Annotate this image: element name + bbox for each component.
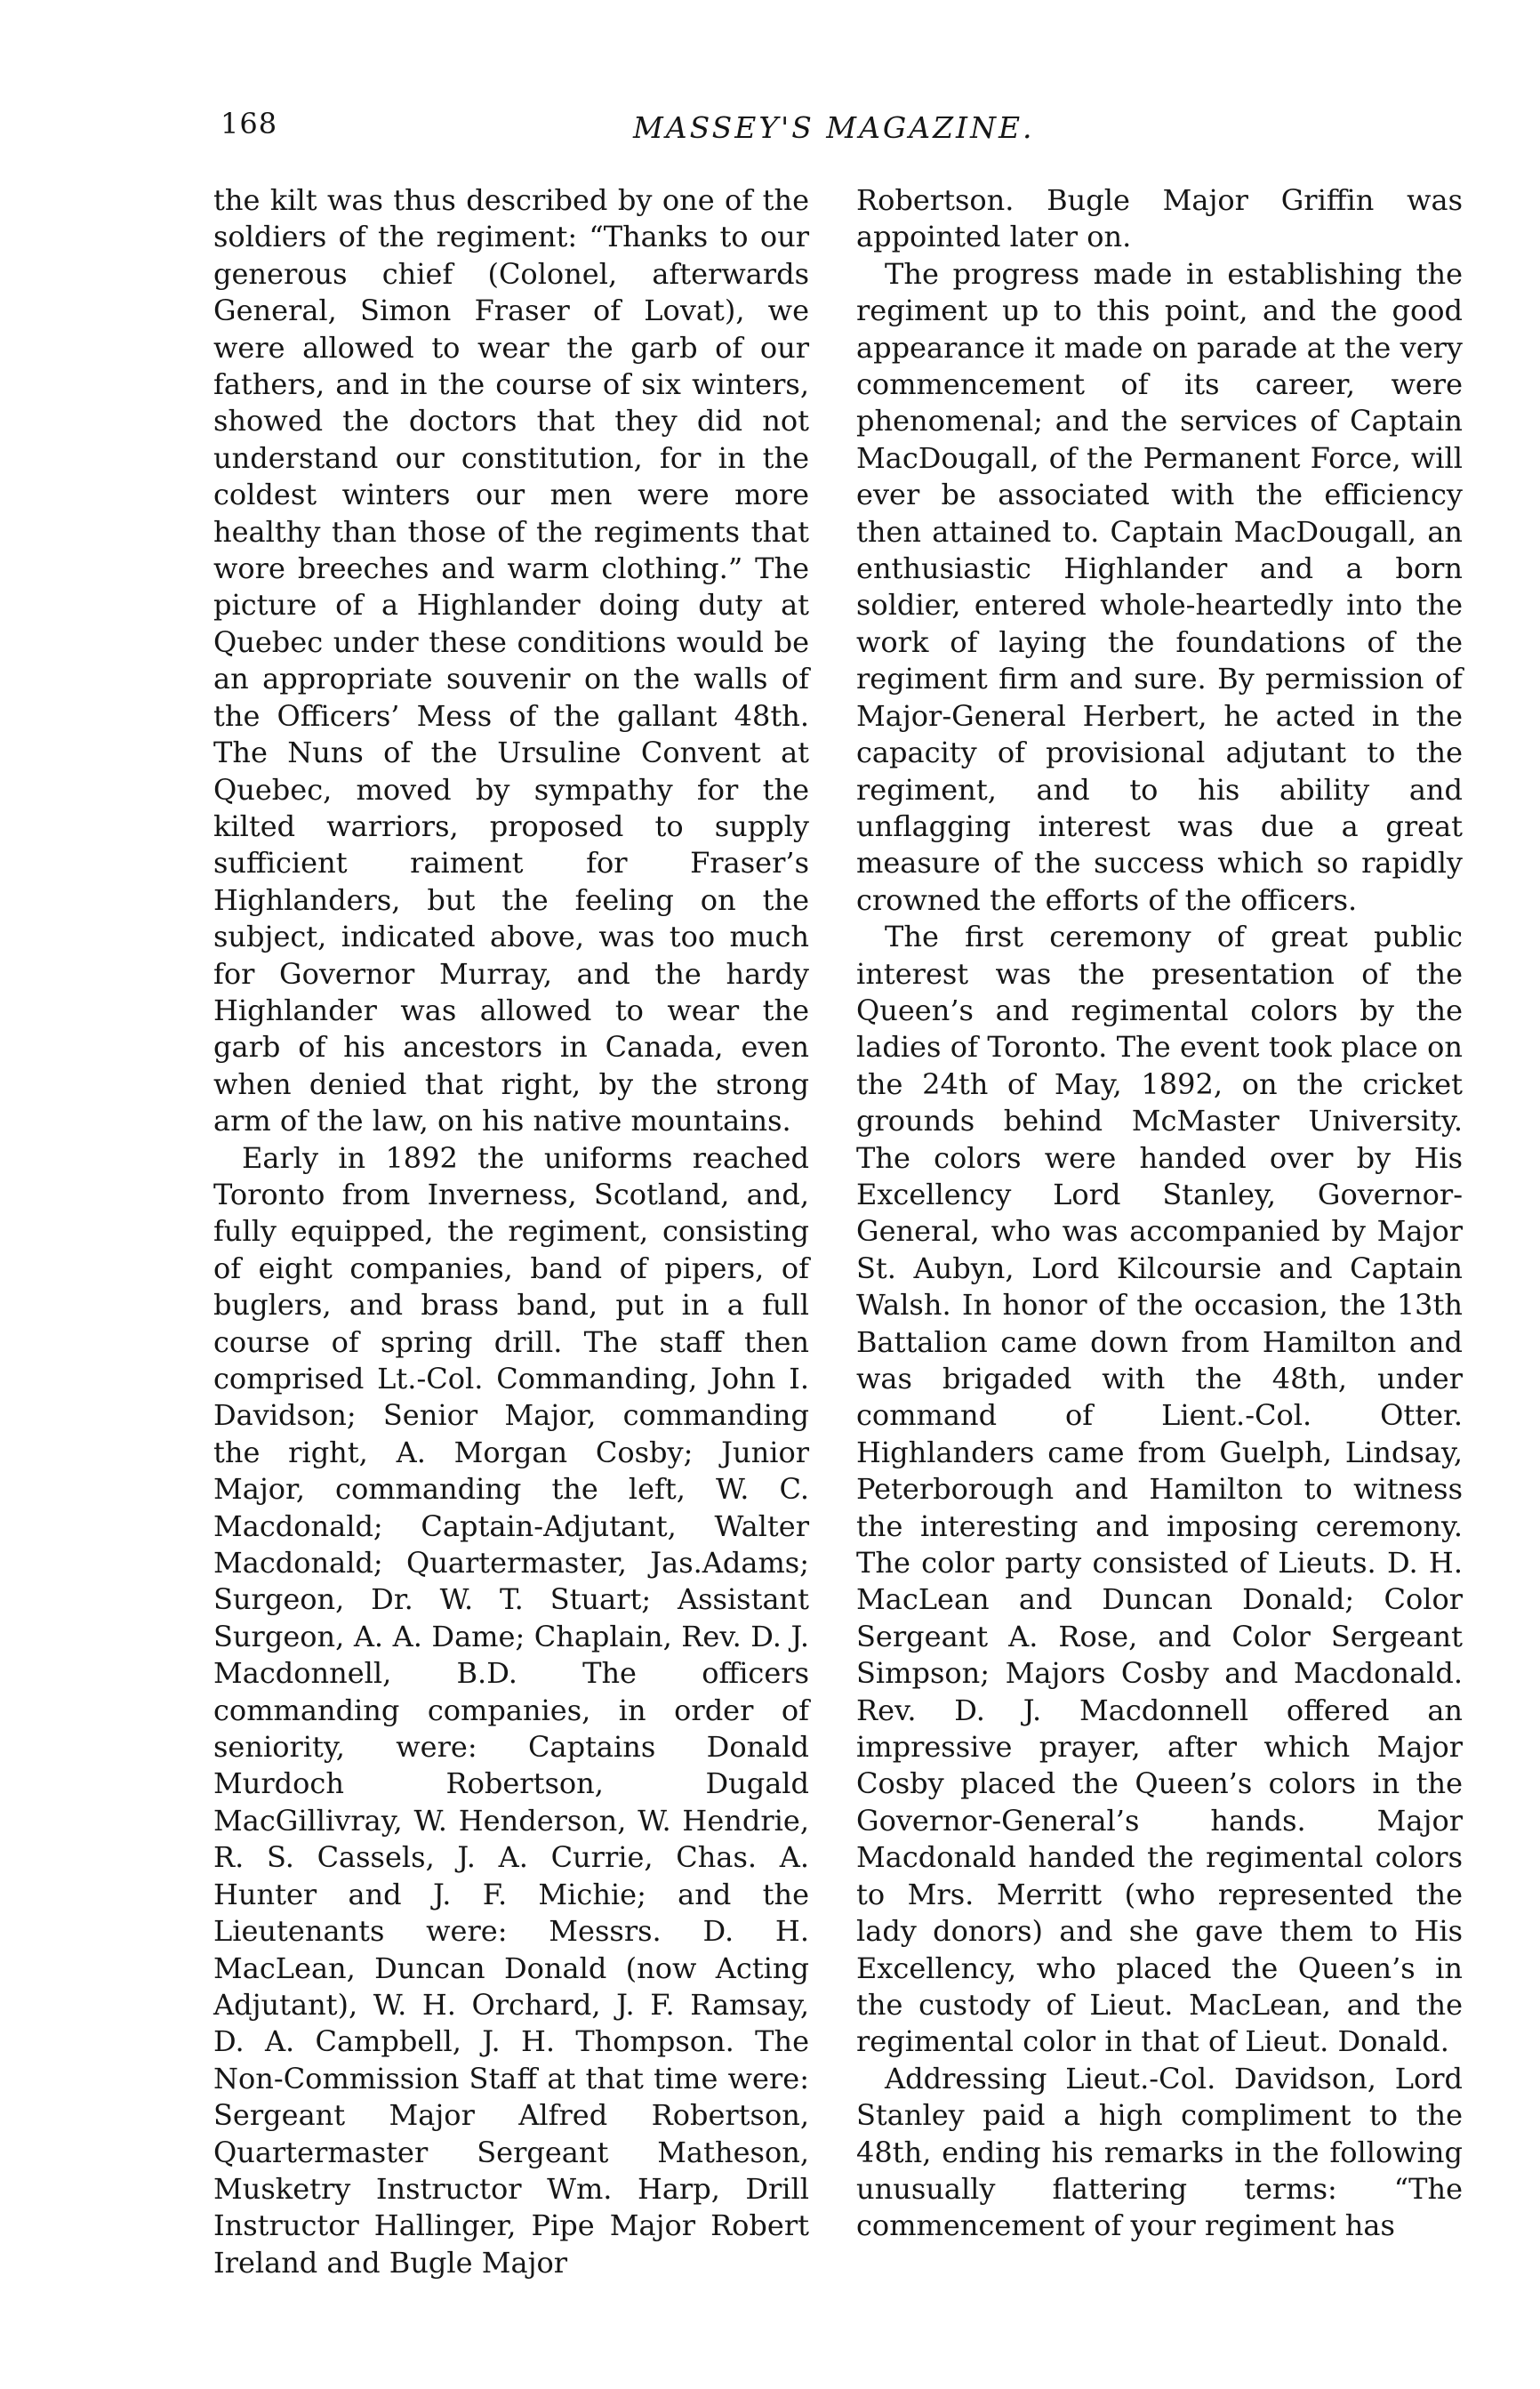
paragraph: Robertson. Bugle Major Griffin was appointed later on. <box>856 183 1463 254</box>
paragraph: The first ceremony of great public interest was the presentation of the Queen’s and regimental colors by the ladies of Toronto. The event took place on the 24th of May, 1892, on the cricket grounds behind McMaster University. The colors were handed over by His Excellency Lord Stanley, Governor-General, who was accompanied by Major St. Aubyn, Lord Kilcoursie and Captain Walsh. In honor of the occasion, the 13th Battalion came down from Hamilton and was brigaded with the 48th, under command of Lient.-Col. Otter. Highlanders came from Guelph, Lindsay, Peterborough and Hamilton to witness the interesting and imposing ceremony. The color party consisted of Lieuts. D. H. MacLean and Duncan Donald; Color Sergeant A. Rose, and Color Sergeant Simpson; Majors Cosby and Macdonald. Rev. D. J. Macdonnell offered an impressive prayer, after which Major Cosby placed the Queen’s colors in the Governor-General’s hands. Major Macdonald handed the regimental colors to Mrs. Merritt (who represented the lady donors) and she gave them to His Excellency, who placed the Queen’s in the custody of Lieut. MacLean, and the regimental color in that of Lieut. Donald. <box>856 920 1463 2059</box>
left-column <box>213 182 809 2281</box>
page-header <box>0 107 1540 160</box>
running-title: MASSEY'S MAGAZINE. <box>633 110 1035 145</box>
page-number: 168 <box>221 107 278 141</box>
paragraph: the kilt was thus described by one of the soldiers of the regiment: “Thanks to our generous chief (Colonel, afterwards General, Simon Fraser of Lovat), we were allowed to wear the garb of our fathers, and in the course of six winters, showed the doctors that they did not understand our constitution, for in the coldest winters our men were more healthy than those of the regiments that wore breeches and warm clothing.” The picture of a Highlander doing duty at Quebec under these conditions would be an appropriate souvenir on the walls of the Officers’ Mess of the gallant 48th. The Nuns of the Ursuline Convent at Quebec, moved by sympathy for the kilted warriors, proposed to supply sufficient raiment for Fraser’s Highlanders, but the feeling on the subject, indicated above, was too much for Governor Murray, and the hardy Highlander was allowed to wear the garb of his ancestors in Canada, even when denied that right, by the strong arm of the law, on his native mountains. <box>213 183 809 1138</box>
paragraph: Addressing Lieut.-Col. Davidson, Lord Stanley paid a high compliment to the 48th, ending his remarks in the following unusually flattering terms: “The commencement of your regiment has <box>856 2061 1463 2243</box>
paragraph: The progress made in establishing the regiment up to this point, and the good appearance it made on parade at the very commencement of its career, were phenomenal; and the services of Captain MacDougall, of the Permanent Force, will ever be associated with the efficiency then attained to. Captain MacDougall, an enthusiastic Highlander and a born soldier, entered whole-heartedly into the work of laying the foundations of the regiment firm and sure. By permission of Major-General Herbert, he acted in the capacity of provisional adjutant to the regiment, and to his ability and unflagging interest was due a great measure of the success which so rapidly crowned the efforts of the officers. <box>856 256 1463 917</box>
paragraph: Early in 1892 the uniforms reached Toronto from Inverness, Scotland, and, fully equipped, the regiment, consisting of eight companies, band of pipers, of buglers, and brass band, put in a full course of spring drill. The staff then comprised Lt.-Col. Commanding, John I. Davidson; Senior Major, commanding the right, A. Morgan Cosby; Junior Major, commanding the left, W. C. Macdonald; Captain-Adjutant, Walter Macdonald; Quartermaster, Jas.Adams; Surgeon, Dr. W. T. Stuart; Assistant Surgeon, A. A. Dame; Chaplain, Rev. D. J. Macdonnell, B.D. The officers commanding companies, in order of seniority, were: Captains Donald Murdoch Robertson, Dugald MacGillivray, W. Henderson, W. Hendrie, R. S. Cassels, J. A. Currie, Chas. A. Hunter and J. F. Michie; and the Lieutenants were: Messrs. D. H. MacLean, Duncan Donald (now Acting Adjutant), W. H. Orchard, J. F. Ramsay, D. A. Campbell, J. H. Thompson. The Non-Commission Staff at that time were: Sergeant Major Alfred Robertson, Quartermaster Sergeant Matheson, Musketry Instructor Wm. Harp, Drill Instructor Hallinger, Pipe Major Robert Ireland and Bugle Major <box>213 1140 809 2280</box>
right-column <box>856 182 1463 2245</box>
